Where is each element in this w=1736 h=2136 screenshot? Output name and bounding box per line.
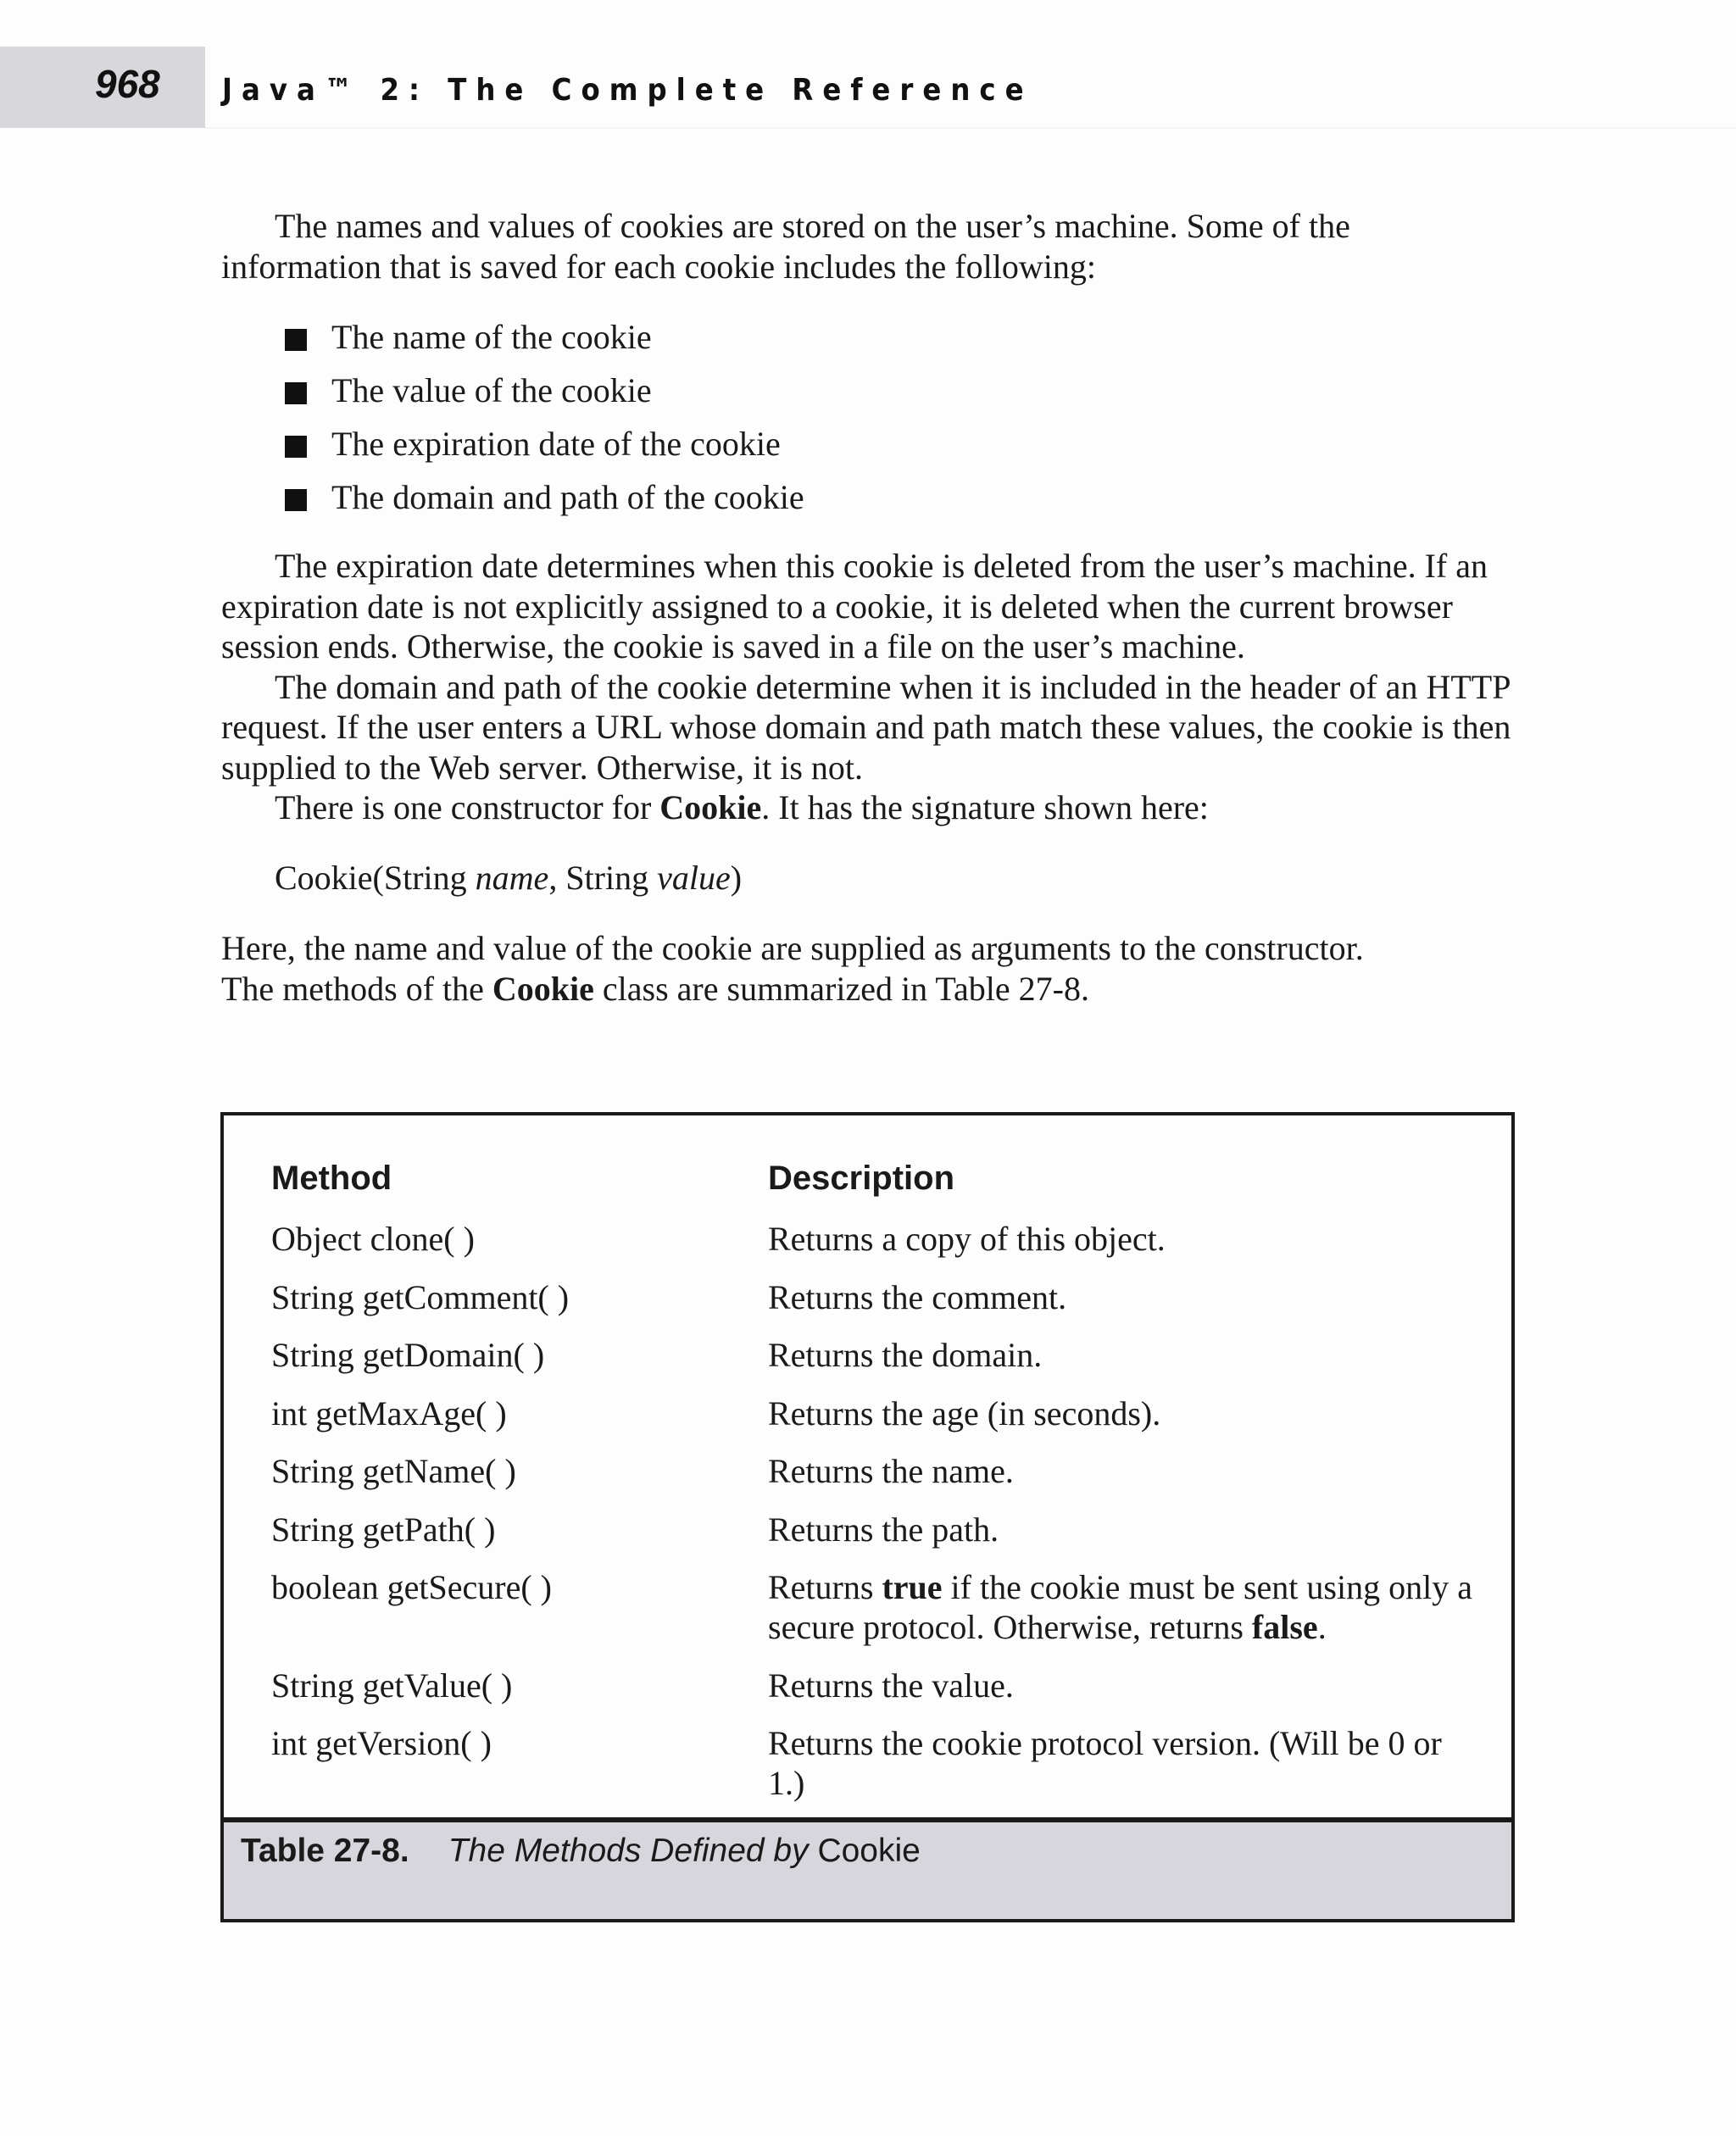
square-bullet-icon <box>285 489 307 511</box>
bullet-list <box>221 310 1518 524</box>
header-rule <box>205 127 1736 129</box>
list-item: The expiration date of the cookie <box>221 417 1518 470</box>
constructor-signature: Cookie(String name, String value) <box>275 859 743 897</box>
list-item: The value of the cookie <box>221 364 1518 417</box>
square-bullet-icon <box>285 436 307 458</box>
table-row: String getPath( ) Returns the path. <box>271 1510 999 1549</box>
list-item: The name of the cookie <box>221 310 1518 364</box>
table-row: boolean getSecure( ) Returns true if the cookie must be sent using only a secure protocol. Otherwise, returns false. <box>271 1568 1472 1646</box>
table-row: String getDomain( ) Returns the domain. <box>271 1336 1043 1374</box>
column-header-method: Method <box>271 1160 392 1197</box>
table-row: String getComment( ) Returns the comment. <box>271 1277 1067 1316</box>
table-caption-band <box>224 1817 1511 1919</box>
body-paragraphs <box>221 546 1518 828</box>
summary-paragraph: Here, the name and value of the cookie are supplied as arguments to the constructor. The methods of the Cookie class are summarized in Table 27-8. <box>221 929 1364 1008</box>
table-row: Object clone( ) Returns a copy of this object. <box>271 1220 1166 1258</box>
bullet-list-block <box>221 310 1518 524</box>
constructor-signature-block <box>221 858 1518 898</box>
square-bullet-icon <box>285 382 307 404</box>
table-caption: Table 27-8. The Methods Defined by Cookie <box>241 1833 921 1869</box>
table-row: String getValue( ) Returns the value. <box>271 1666 1014 1705</box>
table-row: int getMaxAge( ) Returns the age (in seconds). <box>271 1393 1161 1432</box>
domain-path-paragraph: The domain and path of the cookie determine when it is included in the header of an HTTP request. If the user enters a URL whose domain and path match these values, the cookie is then supplied to the Web server. Otherwise, it is not. <box>221 667 1511 787</box>
expiration-paragraph: The expiration date determines when this cookie is deleted from the user’s machine. If an expiration date is not explicitly assigned to a cookie, it is deleted when the current browser session ends. Otherwise, the cookie is saved in a file on the user’s machine. <box>221 547 1488 665</box>
list-item: The domain and path of the cookie <box>221 470 1518 524</box>
intro-paragraph-block <box>221 206 1518 286</box>
table-row: int getVersion( ) Returns the cookie protocol version. (Will be 0 or 1.) <box>271 1724 1442 1802</box>
running-title: Java™ 2: The Complete Reference <box>222 73 1033 108</box>
page-number: 968 <box>95 62 160 106</box>
intro-paragraph: The names and values of cookies are stored on the user’s machine. Some of the information that is saved for each cookie includes the following: <box>221 207 1350 286</box>
table-body <box>271 1219 1475 1822</box>
methods-table <box>220 1112 1515 1922</box>
summary-paragraph-block <box>221 928 1518 1009</box>
constructor-paragraph: There is one constructor for Cookie. It has the signature shown here: <box>275 788 1209 826</box>
column-header-description: Description <box>768 1160 955 1197</box>
square-bullet-icon <box>285 329 307 351</box>
table-row: String getName( ) Returns the name. <box>271 1452 1014 1490</box>
